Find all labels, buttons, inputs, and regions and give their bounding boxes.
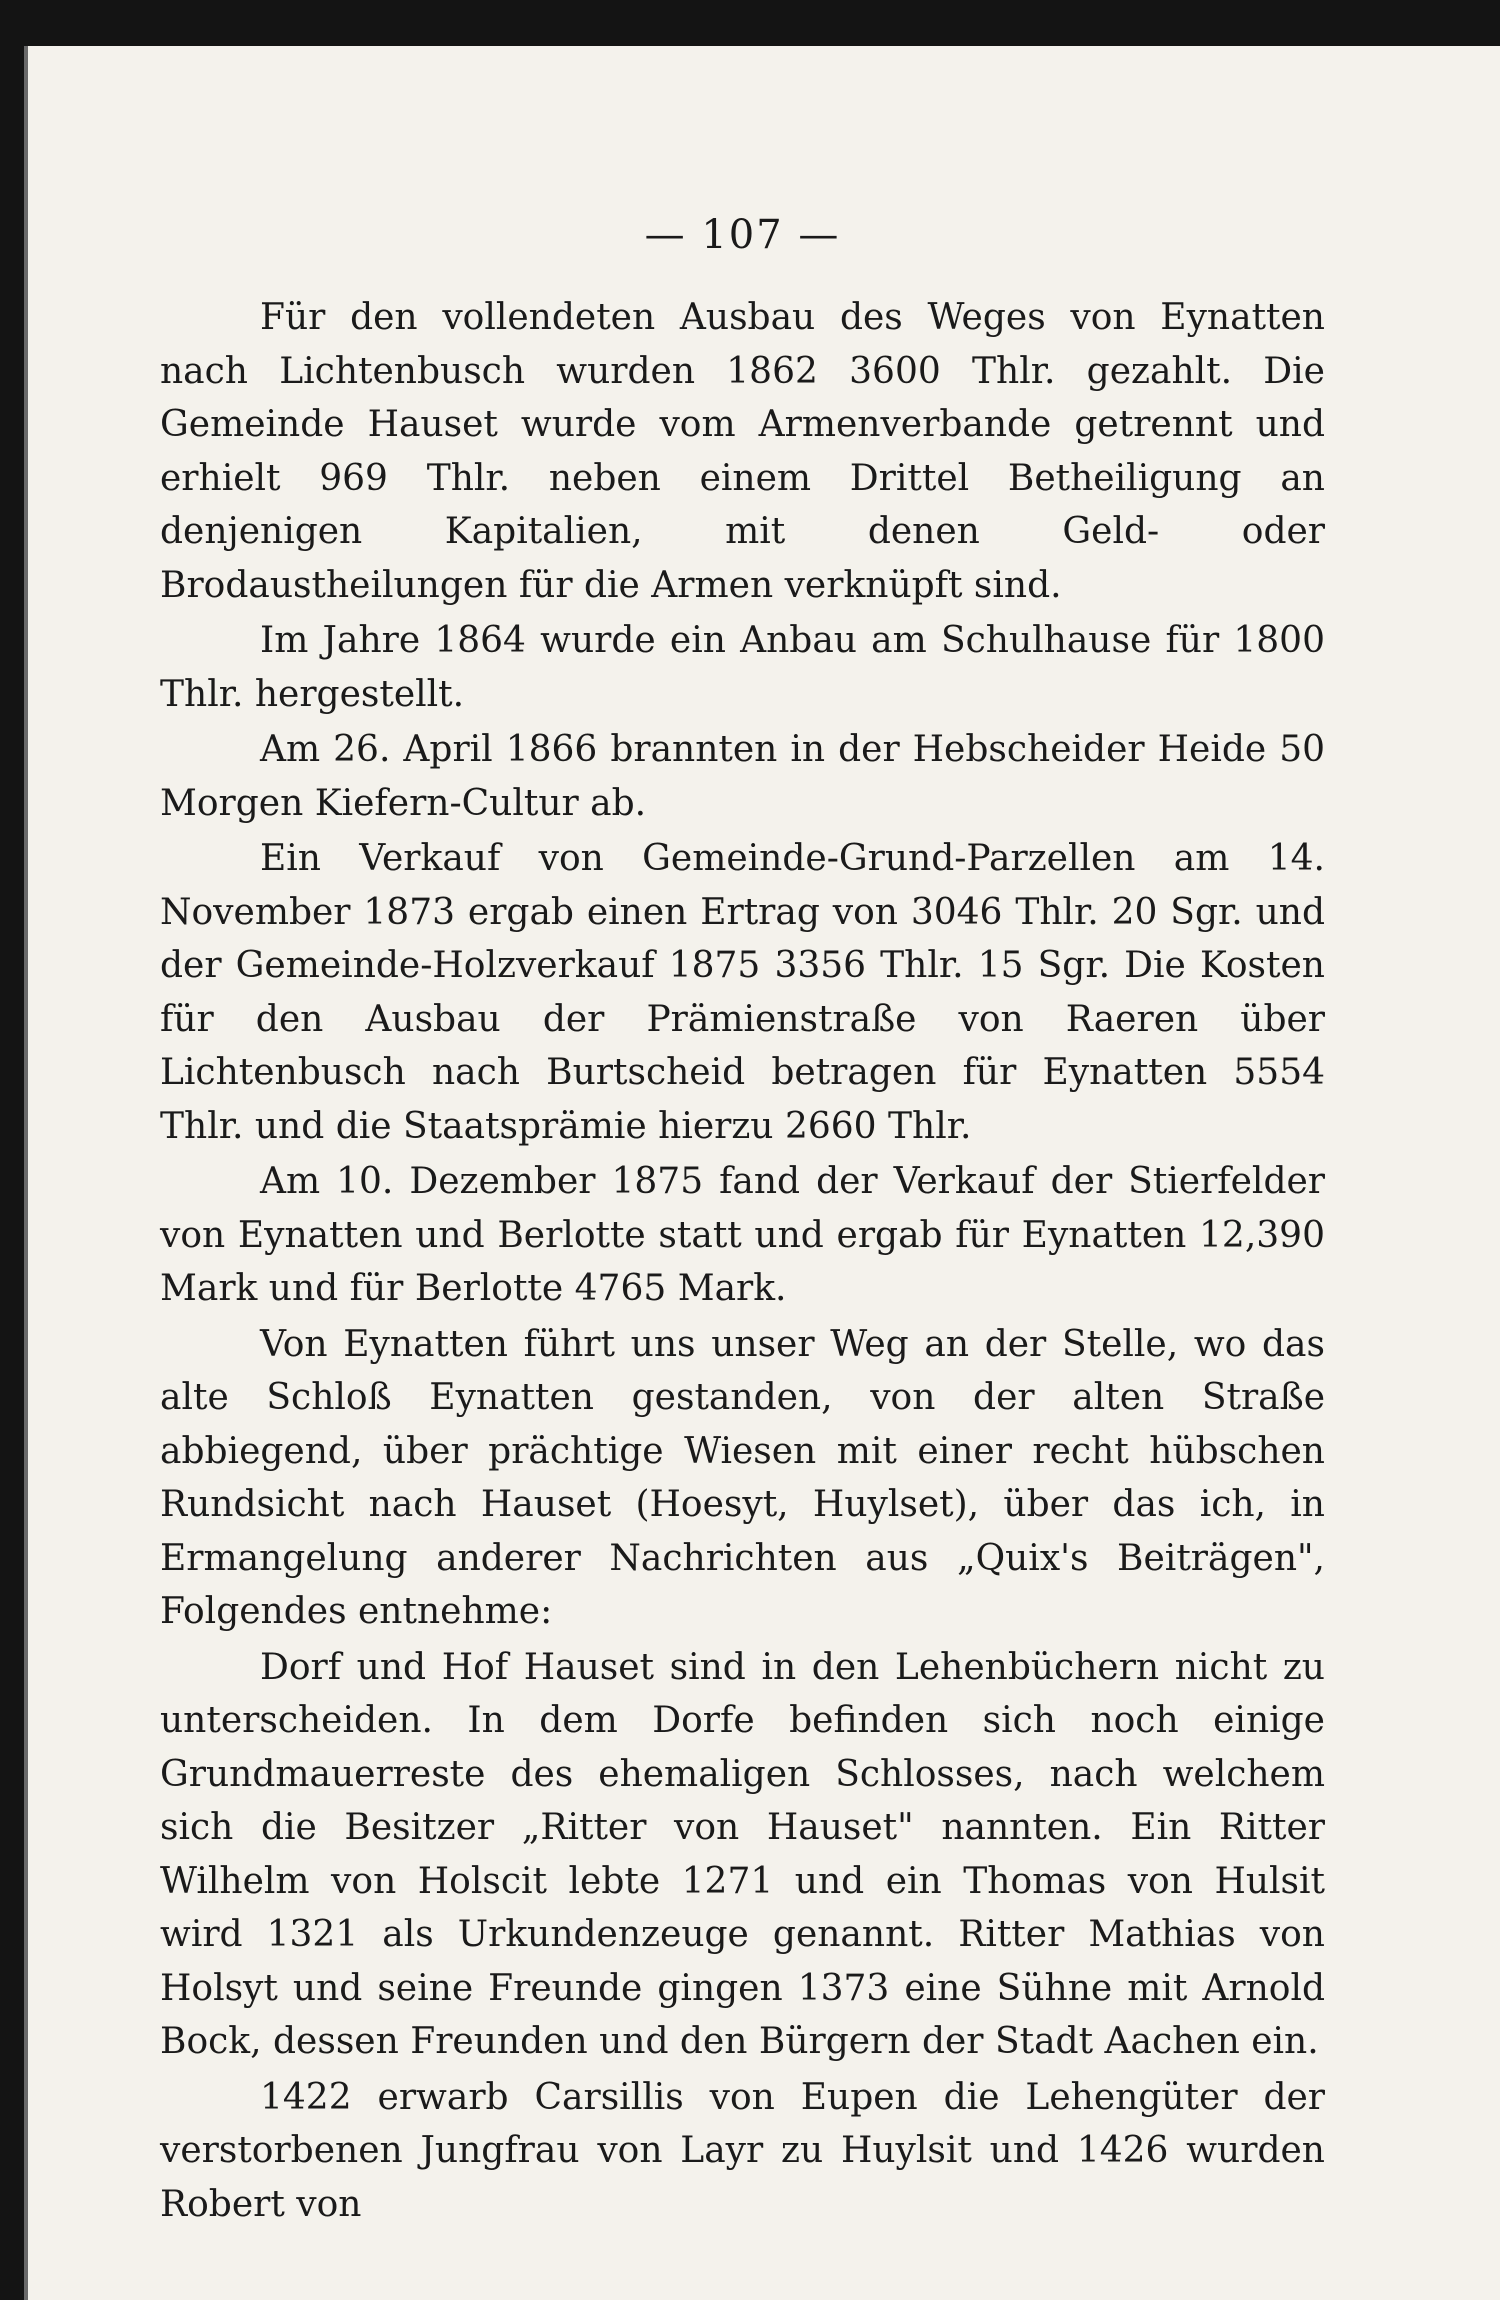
paragraph-2: Im Jahre 1864 wurde ein Anbau am Schulhause für 1800 Thlr. hergestellt. — [160, 620, 1325, 715]
paragraph-8: 1422 erwarb Carsillis von Eupen die Lehengüter der verstorbenen Jungfrau von Layr zu Huylsit und 1426 wurden Robert von — [160, 2076, 1325, 2225]
paragraph-4: Ein Verkauf von Gemeinde-Grund-Parzellen am 14. November 1873 ergab einen Ertrag von 3046 Thlr. 20 Sgr. und der Gemeinde-Holzverkauf 1875 3356 Thlr. 15 Sgr. Die Kosten für den Ausbau der Prämienstraße von Raeren über Lichtenbusch nach Burtscheid betragen für Eynatten 5554 Thlr. und die Staatsprämie hierzu 2660 Thlr. — [160, 838, 1325, 1147]
paragraph-3: Am 26. April 1866 brannten in der Hebscheider Heide 50 Morgen Kiefern-Cultur ab. — [160, 729, 1325, 824]
scan-left-edge — [0, 0, 24, 2300]
paragraph-1: Für den vollendeten Ausbau des Weges von Eynatten nach Lichtenbusch wurden 1862 3600 Thlr. gezahlt. Die Gemeinde Hauset wurde vom Armenverbande getrennt und erhielt 969 Thlr. neben einem Drittel Betheiligung an denjenigen Kapitalien, mit denen Geld- oder Brodaustheilungen für die Armen verknüpft sind. — [160, 297, 1325, 606]
page-number: — 107 — — [644, 212, 841, 258]
scan-top-edge — [0, 0, 1500, 46]
scan-left-edge-shadow — [24, 46, 28, 2300]
paragraph-7-quote: Dorf und Hof Hauset sind in den Lehenbüchern nicht zu unterscheiden. In dem Dorfe befinden sich noch einige Grundmauerreste des ehemaligen Schlosses, nach welchem sich die Besitzer „Ritter von Hauset" nannten. Ein Ritter Wilhelm von Holscit lebte 1271 und ein Thomas von Hulsit wird 1321 als Urkundenzeuge genannt. Ritter Mathias von Holsyt und seine Freunde gingen 1373 eine Sühne mit Arnold Bock, dessen Freunden und den Bürgern der Stadt Aachen ein. — [160, 1646, 1325, 2062]
paragraph-5: Am 10. Dezember 1875 fand der Verkauf der Stierfelder von Eynatten und Berlotte statt und ergab für Eynatten 12,390 Mark und für Berlotte 4765 Mark. — [160, 1161, 1325, 1309]
paragraph-6: Von Eynatten führt uns unser Weg an der Stelle, wo das alte Schloß Eynatten gestanden, von der alten Straße abbiegend, über prächtige Wiesen mit einer recht hübschen Rundsicht nach Hauset (Hoesyt, Huylset), über das ich, in Ermangelung anderer Nachrichten aus „Quix's Beiträgen", Folgendes entnehme: — [160, 1323, 1325, 1632]
book-page — [160, 205, 1325, 2233]
